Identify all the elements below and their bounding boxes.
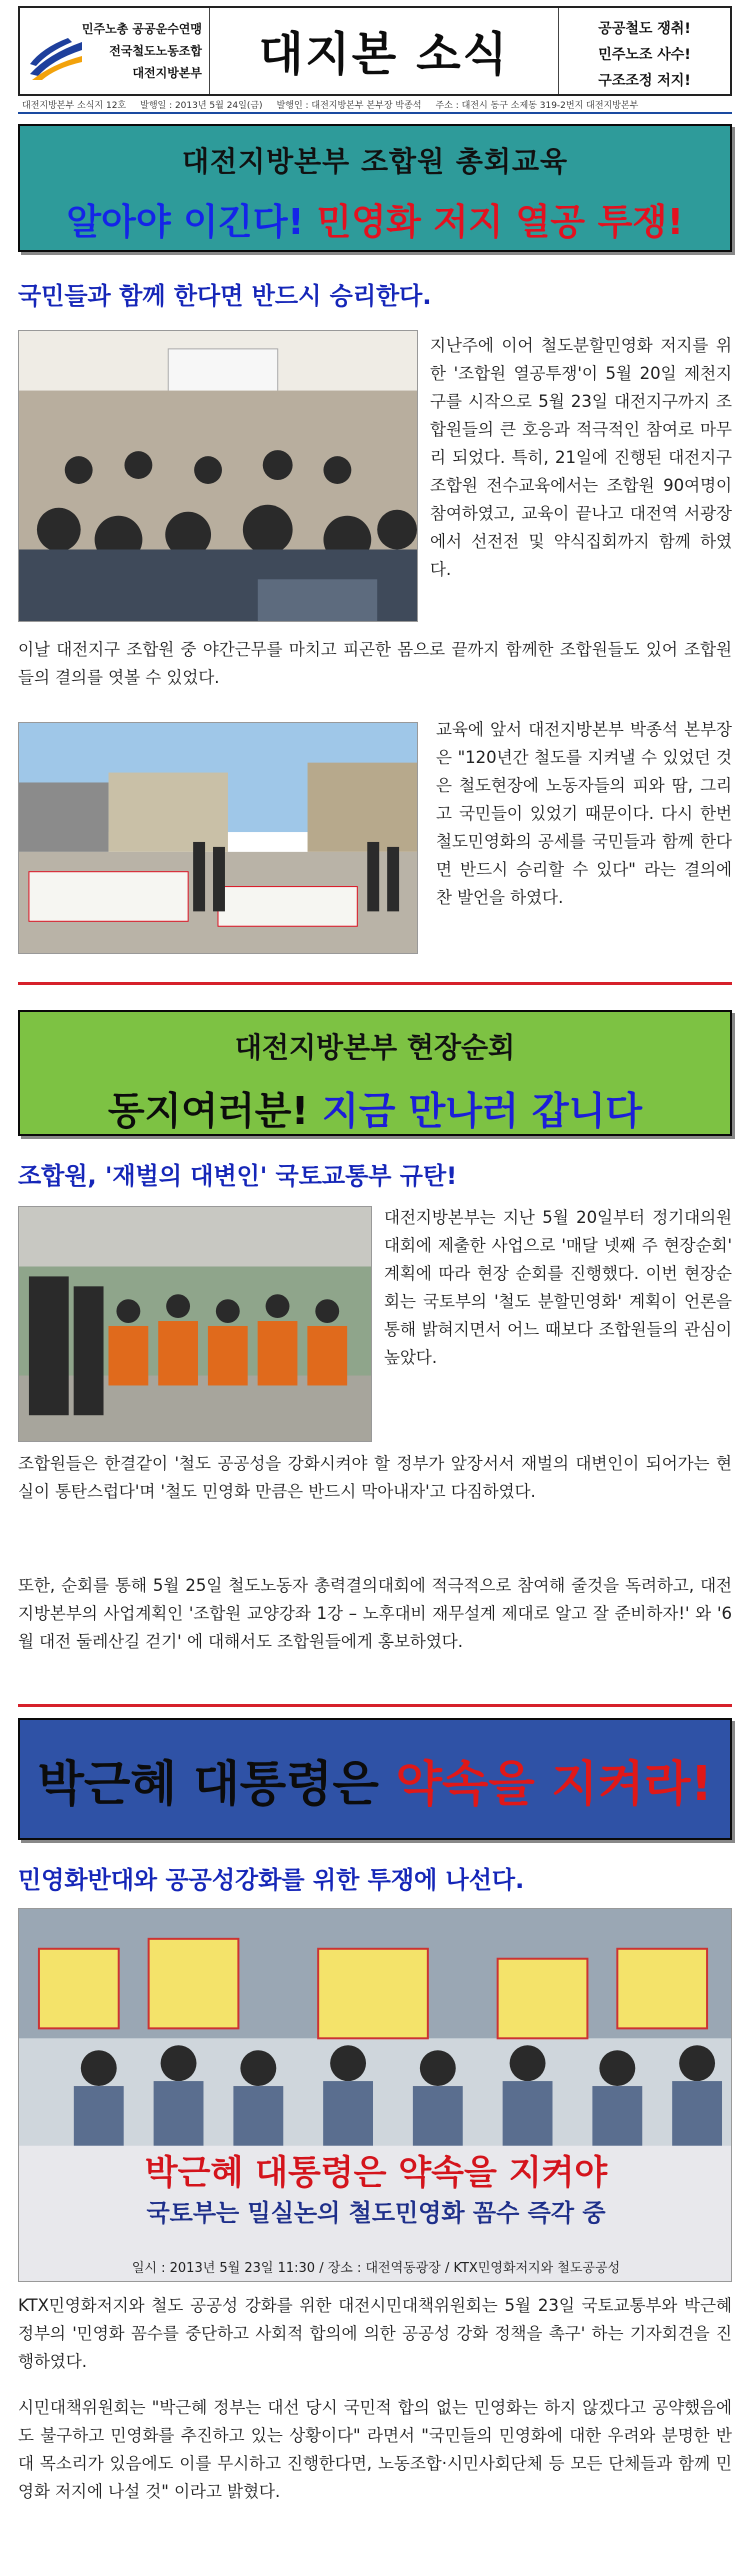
photo-banner-text-1: 박근혜 대통령은 약속을 지켜야 bbox=[144, 2153, 608, 2193]
section3-paragraph-1: KTX민영화저지와 철도 공공성 강화를 위한 대전시민대책위원회는 5월 23일 국토교통부와 박근혜 정부의 '민영화 꼼수를 중단하고 사회적 합의에 의한 공공성 강화 정책을 촉구' 하는 기자회견을 진행하였다. bbox=[18, 2296, 732, 2371]
section3-headline: 민영화반대와 공공성강화를 위한 투쟁에 나선다. bbox=[18, 1866, 525, 1894]
section1-headline: 국민들과 함께 한다면 반드시 승리한다. bbox=[18, 282, 432, 310]
section2-headline: 조합원, '재벌의 대변인' 국토교통부 규탄! bbox=[18, 1162, 458, 1190]
issue-date: 발행일 : 2013년 5월 24일(금) bbox=[140, 101, 263, 111]
section1-paragraph-1: 지난주에 이어 철도분할민영화 저지를 위한 '조합원 열공투쟁'이 5월 20일 제천지구를 시작으로 5월 23일 대전지구까지 조합원들의 큰 호응과 적극적인 참여로 마무리 되었다. 특히, 21일에 진행된 대전지구 조합원 전수교육에서는 조합원 90여명이 참여하였고, 교육이 끝나고 대전역 서광장에서 선전전 및 약식집회까지 함께 하였다. bbox=[430, 336, 732, 579]
section2-slogan-part-a: 동지여러분! bbox=[107, 1089, 309, 1133]
section1-slogan-part-a: 알아야 이긴다! bbox=[66, 202, 305, 243]
org-line-2: 전국철도노동조합 bbox=[109, 44, 202, 58]
slogan-3: 구조조정 저지! bbox=[598, 73, 691, 89]
slogan-2: 민주노조 사수! bbox=[598, 47, 691, 63]
publisher: 발행인 : 대전지방본부 본부장 박종석 bbox=[276, 101, 422, 111]
issue-number: 대전지방본부 소식지 12호 bbox=[22, 101, 127, 111]
newsletter-title: 대지본 소식 bbox=[258, 27, 510, 81]
section2-banner bbox=[18, 1010, 732, 1136]
org-line-3: 대전지방본부 bbox=[132, 66, 202, 80]
section2-banner-title: 대전지방본부 현장순회 bbox=[234, 1031, 516, 1064]
section1-banner-title: 대전지방본부 조합원 총회교육 bbox=[181, 145, 569, 178]
section2-banner-slogan bbox=[20, 1066, 730, 1135]
section3-banner-slogan bbox=[38, 1745, 713, 1814]
slogan-block bbox=[558, 8, 730, 94]
section1-banner bbox=[18, 124, 732, 252]
section3-slogan-part-a: 박근혜 대통령은 bbox=[37, 1755, 379, 1812]
lecture-photo bbox=[18, 330, 418, 622]
org-block bbox=[20, 8, 210, 94]
section3-paragraph-2: 시민대책위원회는 "박근혜 정부는 대선 당시 국민적 합의 없는 민영화는 하지 않겠다고 공약했음에도 불구하고 민영화를 추진하고 있는 상황이다" 라면서 "국민들의 민영화에 대한 우려와 분명한 반대 목소리가 있음에도 이를 무시하고 진행한다면, 노동조합·시민사회단체 등 모든 단체들과 함께 민영화 저지에 나설 것" 이라고 밝혔다. bbox=[18, 2398, 732, 2501]
section-divider-1 bbox=[18, 982, 732, 985]
section2-paragraph-2: 조합원들은 한결같이 '철도 공공성을 강화시켜야 할 정부가 앞장서서 재벌의 대변인이 되어가는 현실이 통탄스럽다'며 '철도 민영화 만큼은 반드시 막아내자'고 다짐하였다. bbox=[18, 1454, 732, 1501]
photo-banner-text-2: 국토부는 밀실논의 철도민영화 꼼수 즉각 중 bbox=[146, 2199, 606, 2227]
section3-slogan-part-b: 약속을 지켜라! bbox=[395, 1755, 713, 1812]
site-visit-photo bbox=[18, 1206, 372, 1442]
masthead bbox=[18, 6, 732, 96]
address: 주소 : 대전시 동구 소제동 319-2번지 대전지방본부 bbox=[435, 101, 639, 111]
rally-photo bbox=[18, 722, 418, 954]
section1-paragraph-3: 교육에 앞서 대전지방본부 박종석 본부장은 "120년간 철도를 지켜낼 수 있었던 것은 철도현장에 노동자들의 피와 땀, 그리고 국민들이 있었기 때문이다. 다시 한번 철도민영화의 공세를 국민들과 함께 한다면 반드시 승리할 수 있다" 라는 결의에 찬 발언을 하였다. bbox=[436, 720, 732, 907]
slogan-1: 공공철도 쟁취! bbox=[598, 21, 691, 37]
section1-banner-slogan bbox=[20, 180, 730, 245]
photo-caption: 일시 : 2013년 5월 23일 11:30 / 장소 : 대전역동광장 / KTX민영화저지와 철도공공성 bbox=[131, 2261, 621, 2276]
section-divider-2 bbox=[18, 1704, 732, 1707]
section1-paragraph-2: 이날 대전지구 조합원 중 야간근무를 마치고 피곤한 몸으로 끝까지 함께한 조합원들도 있어 조합원들의 결의를 엿볼 수 있었다. bbox=[18, 640, 732, 687]
publication-info bbox=[18, 98, 732, 114]
section2-slogan-part-b: 지금 만나러 갑니다 bbox=[321, 1089, 643, 1133]
section2-paragraph-1: 대전지방본부는 지난 5월 20일부터 정기대의원대회에 제출한 사업으로 '매달 넷째 주 현장순회' 계획에 따라 현장 순회를 진행했다. 이번 현장순회는 국토부의 '철도 분할민영화' 계획이 언론을 통해 밝혀지면서 어느 때보다 조합원들의 관심이 높았다. bbox=[384, 1208, 732, 1367]
section3-banner bbox=[18, 1718, 732, 1840]
section1-slogan-part-b: 민영화 저지 열공 투쟁! bbox=[316, 202, 684, 243]
org-line-1: 민주노총 공공운수연맹 bbox=[81, 22, 202, 36]
section2-paragraph-3: 또한, 순회를 통해 5월 25일 철도노동자 총력결의대회에 적극적으로 참여해 줄것을 독려하고, 대전지방본부의 사업계획인 '조합원 교양강좌 1강 – 노후대비 재무설계 제대로 알고 잘 준비하자!' 와 '6월 대전 둘레산길 걷기' 에 대해서도 조합원들에게 홍보하였다. bbox=[18, 1576, 732, 1651]
press-conference-photo bbox=[18, 1908, 732, 2282]
